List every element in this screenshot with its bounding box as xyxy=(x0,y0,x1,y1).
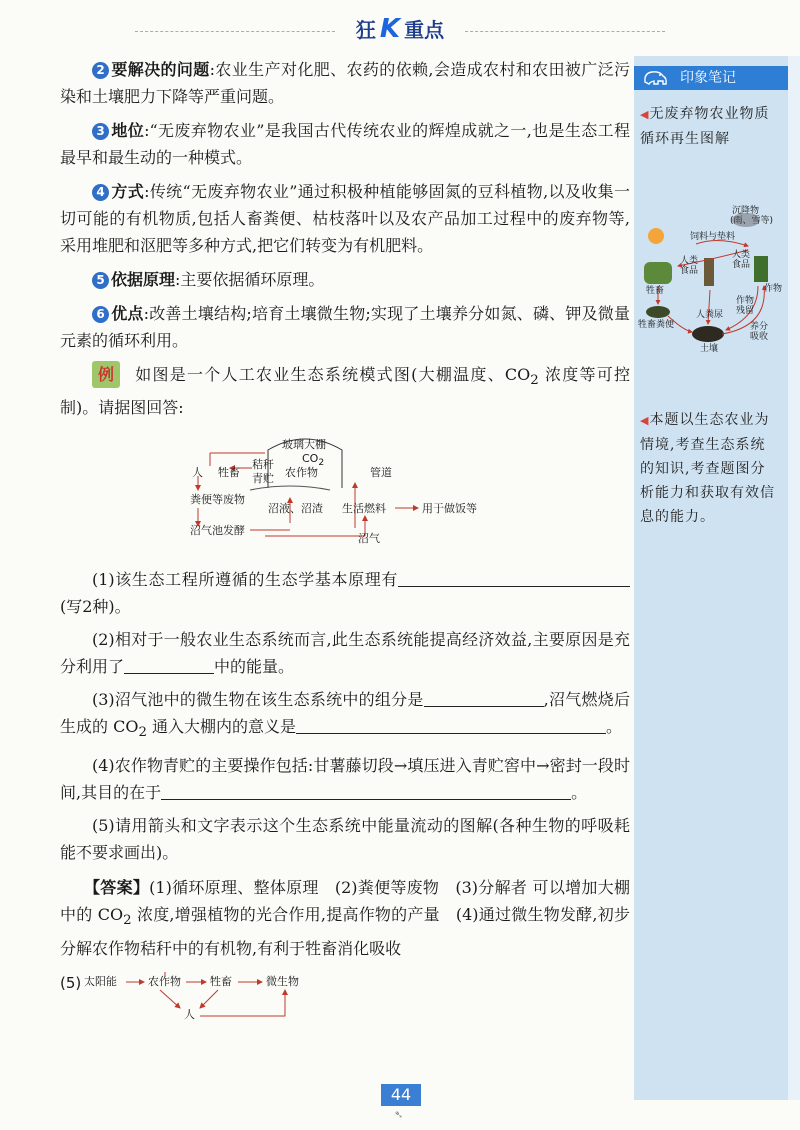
q3-text-c: 通入大棚内的意义是 xyxy=(146,717,297,737)
biogas-label: 沼气 xyxy=(358,532,380,546)
point-number-badge: 4 xyxy=(92,184,109,201)
answer-2: (2)粪便等废物 xyxy=(334,878,440,898)
microbe-label: 微生物 xyxy=(266,974,299,988)
question-4 xyxy=(60,752,630,806)
sidebar-header xyxy=(634,66,788,90)
bird-icon: ➴ xyxy=(394,1108,404,1121)
q1-text-a: (1)该生态工程所遵循的生态学基本原理有 xyxy=(92,570,398,590)
header-left-text: 狂 xyxy=(355,18,376,42)
example-tag: 例 xyxy=(92,361,120,388)
material-cycle-diagram xyxy=(638,206,784,356)
feed-label: 饲料与垫料 xyxy=(690,232,736,242)
page-number: 44 xyxy=(381,1084,421,1106)
person-icon xyxy=(704,258,714,286)
q4-text-b: 。 xyxy=(571,783,588,803)
soil-icon xyxy=(692,326,724,342)
point-label: 要解决的问题 xyxy=(111,60,210,79)
livestock-label-3: 牲畜 xyxy=(646,286,665,296)
straw-label: 秸秆 xyxy=(252,458,274,472)
nutrient-label-a: 养分 xyxy=(750,322,769,332)
energy-flow-diagram xyxy=(60,970,340,1028)
point-number-badge: 6 xyxy=(92,306,109,323)
answer-4: (4)通过微生物发酵,初步分解农作物秸秆中的有机物,有利于牲畜消化吸收 xyxy=(60,905,630,958)
pointer-icon: ◀ xyxy=(640,414,650,427)
q3-text-d: 。 xyxy=(606,717,623,737)
residue-label-a: 作物 xyxy=(736,296,755,306)
answer-block: 【答案】(1)循环原理、整体原理 (2)粪便等废物 (3)分解者 可以增加大棚中的 $CO_2$ 浓度,增强植物的光合作用,提高作物的产量 (4)通过微生物发酵,初步分解农作物秸秆中的有机物,有利于牲畜消化吸收 xyxy=(60,878,630,958)
point-text: :“无废弃物农业”是我国古代传统农业的辉煌成就之一,也是生态工程最早和最生动的一种模式。 xyxy=(60,121,630,167)
q2-text-b: 中的能量。 xyxy=(214,657,295,677)
sidebar-note-1-text: 无废弃物农业物质循环再生图解 xyxy=(640,106,770,147)
point-2 xyxy=(60,56,630,110)
cooking-label: 用于做饭等 xyxy=(422,502,477,516)
point-text: :农业生产对化肥、农药的依赖,会造成农村和农田被广泛污染和土壤肥力下降等严重问题。 xyxy=(60,60,630,106)
q4-answer-blank[interactable] xyxy=(161,781,571,800)
residue-label-b: 残留 xyxy=(736,306,755,316)
precip-sub-label: (雨、雪等) xyxy=(730,216,774,226)
point-number-badge: 2 xyxy=(92,62,109,79)
point-number-badge: 5 xyxy=(92,272,109,289)
point-4 xyxy=(60,178,630,259)
q1-text-b: (写2种)。 xyxy=(60,597,131,617)
q3-answer-blank-1[interactable] xyxy=(424,688,544,707)
human-food-label-2b: 食品 xyxy=(732,260,751,270)
q3-text-b: ,沼气燃烧后生成的 CO xyxy=(60,690,630,737)
page-header xyxy=(0,14,800,44)
co2-label: $CO_2$ xyxy=(302,452,325,469)
manure-label: 粪便等废物 xyxy=(190,493,245,507)
q2-text-a: (2)相对于一般农业生态系统而言,此生态系统能提高经济效益,主要原因是充分利用了 xyxy=(60,630,630,677)
header-k-logo: K xyxy=(379,14,401,44)
human-food-label-1b: 食品 xyxy=(680,266,699,276)
soil-label: 土壤 xyxy=(700,344,719,354)
point-5 xyxy=(60,266,630,293)
co2-text: CO xyxy=(302,452,319,466)
point-label: 依据原理 xyxy=(111,270,176,289)
pipe-label: 管道 xyxy=(370,466,392,480)
answer-3b: 浓度,增强植物的光合作用,提高作物的产量 xyxy=(131,905,440,925)
point-text: :传统“无废弃物农业”通过积极种植能够固氮的豆科植物,以及收集一切可能的有机物质,包括人畜粪便、枯枝落叶以及农产品加工过程中的废弃物等,采用堆肥和沤肥等多种方式,把它们转变为有机肥料。 xyxy=(60,182,630,255)
question-2 xyxy=(60,626,630,680)
livestock-icon xyxy=(644,262,672,284)
point-6 xyxy=(60,300,630,354)
answer-1: (1)循环原理、整体原理 xyxy=(149,878,319,898)
silage-label: 青贮 xyxy=(252,472,274,486)
crop-label: 农作物 xyxy=(285,466,318,480)
page-edge-strip xyxy=(788,56,800,1100)
person-label-2: 人 xyxy=(184,1007,195,1021)
question-1 xyxy=(60,566,630,620)
sidebar-note-2-text: 本题以生态农业为情境,考查生态系统的知识,考查题图分析能力和获取有效信息的能力。 xyxy=(640,412,775,525)
answer-label: 【答案】 xyxy=(84,878,150,898)
livestock-label: 牲畜 xyxy=(218,466,240,480)
slurry-label: 沼液、沼渣 xyxy=(268,502,323,516)
dung-icon xyxy=(646,306,670,318)
example-text-1: 如图是一个人工农业生态系统模式图(大棚温度、CO xyxy=(134,365,531,384)
pointer-icon: ◀ xyxy=(640,108,650,121)
q4-text-a: (4)农作物青贮的主要操作包括:甘薯藤切段→填压进入青贮窖中→密封一段时间,其目的在于 xyxy=(60,756,630,803)
human-food-label-1a: 人类 xyxy=(680,256,699,266)
precip-label: 沉降物 xyxy=(732,206,760,216)
q2-answer-blank[interactable] xyxy=(124,655,214,674)
q1-answer-blank[interactable] xyxy=(398,568,630,587)
point-text: :改善土壤结构;培育土壤微生物;实现了土壤养分如氮、磷、钾及微量元素的循环利用。 xyxy=(60,304,630,350)
sidebar-note-2 xyxy=(640,408,780,529)
sun-label: 太阳能 xyxy=(84,974,117,988)
ecosystem-diagram xyxy=(190,428,490,558)
elephant-icon xyxy=(642,68,670,88)
fuel-label: 生活燃料 xyxy=(342,502,386,516)
greenhouse-label: 玻璃大棚 xyxy=(282,438,326,452)
answer-5-label: (5) xyxy=(60,973,82,992)
main-content xyxy=(60,56,630,1028)
header-right-text: 重点 xyxy=(404,18,445,42)
point-3 xyxy=(60,117,630,171)
q3-answer-blank-2[interactable] xyxy=(296,715,606,734)
sidebar-note-1 xyxy=(640,102,780,151)
point-label: 方式 xyxy=(111,182,145,201)
q3-text-a: (3)沼气池中的微生物在该生态系统中的组分是 xyxy=(92,690,424,710)
answer-3a: (3)分解者 可以增加大棚中的 CO xyxy=(60,878,630,925)
point-label: 优点 xyxy=(111,304,144,323)
question-3: (3)沼气池中的微生物在该生态系统中的组分是 ,沼气燃烧后生成的 $CO_2$ 通入大棚内的意义是 。 xyxy=(60,690,630,741)
question-5: (5)请用箭头和文字表示这个生态系统中能量流动的图解(各种生物的呼吸耗能不要求画出)。 xyxy=(60,816,630,863)
dung-label: 牲畜粪便 xyxy=(638,320,675,330)
example-question: 例 如图是一个人工农业生态系统模式图(大棚温度、$CO_2$ 浓度等可控制)。请据图回答: xyxy=(60,361,630,421)
sidebar-title: 印象笔记 xyxy=(680,70,736,86)
person-label: 人 xyxy=(192,466,203,480)
digester-label: 沼气池发酵 xyxy=(190,524,245,538)
sidebar xyxy=(634,56,788,1100)
livestock-label-2: 牲畜 xyxy=(210,974,232,988)
header-divider-right xyxy=(465,31,665,32)
header-divider-left xyxy=(135,31,335,32)
sun-icon xyxy=(648,228,664,244)
nutrient-label-b: 吸收 xyxy=(750,332,769,342)
crop-label-3: 作物 xyxy=(764,284,783,294)
point-text: :主要依据循环原理。 xyxy=(175,270,325,289)
point-number-badge: 3 xyxy=(92,123,109,140)
crop-label-2: 农作物 xyxy=(148,974,181,988)
urine-label: 人粪尿 xyxy=(696,310,724,320)
point-label: 地位 xyxy=(111,121,145,140)
human-food-label-2a: 人类 xyxy=(732,250,751,260)
crop-icon xyxy=(754,256,768,282)
example-text-2: 浓度等可控制)。请据图回答: xyxy=(60,365,630,418)
